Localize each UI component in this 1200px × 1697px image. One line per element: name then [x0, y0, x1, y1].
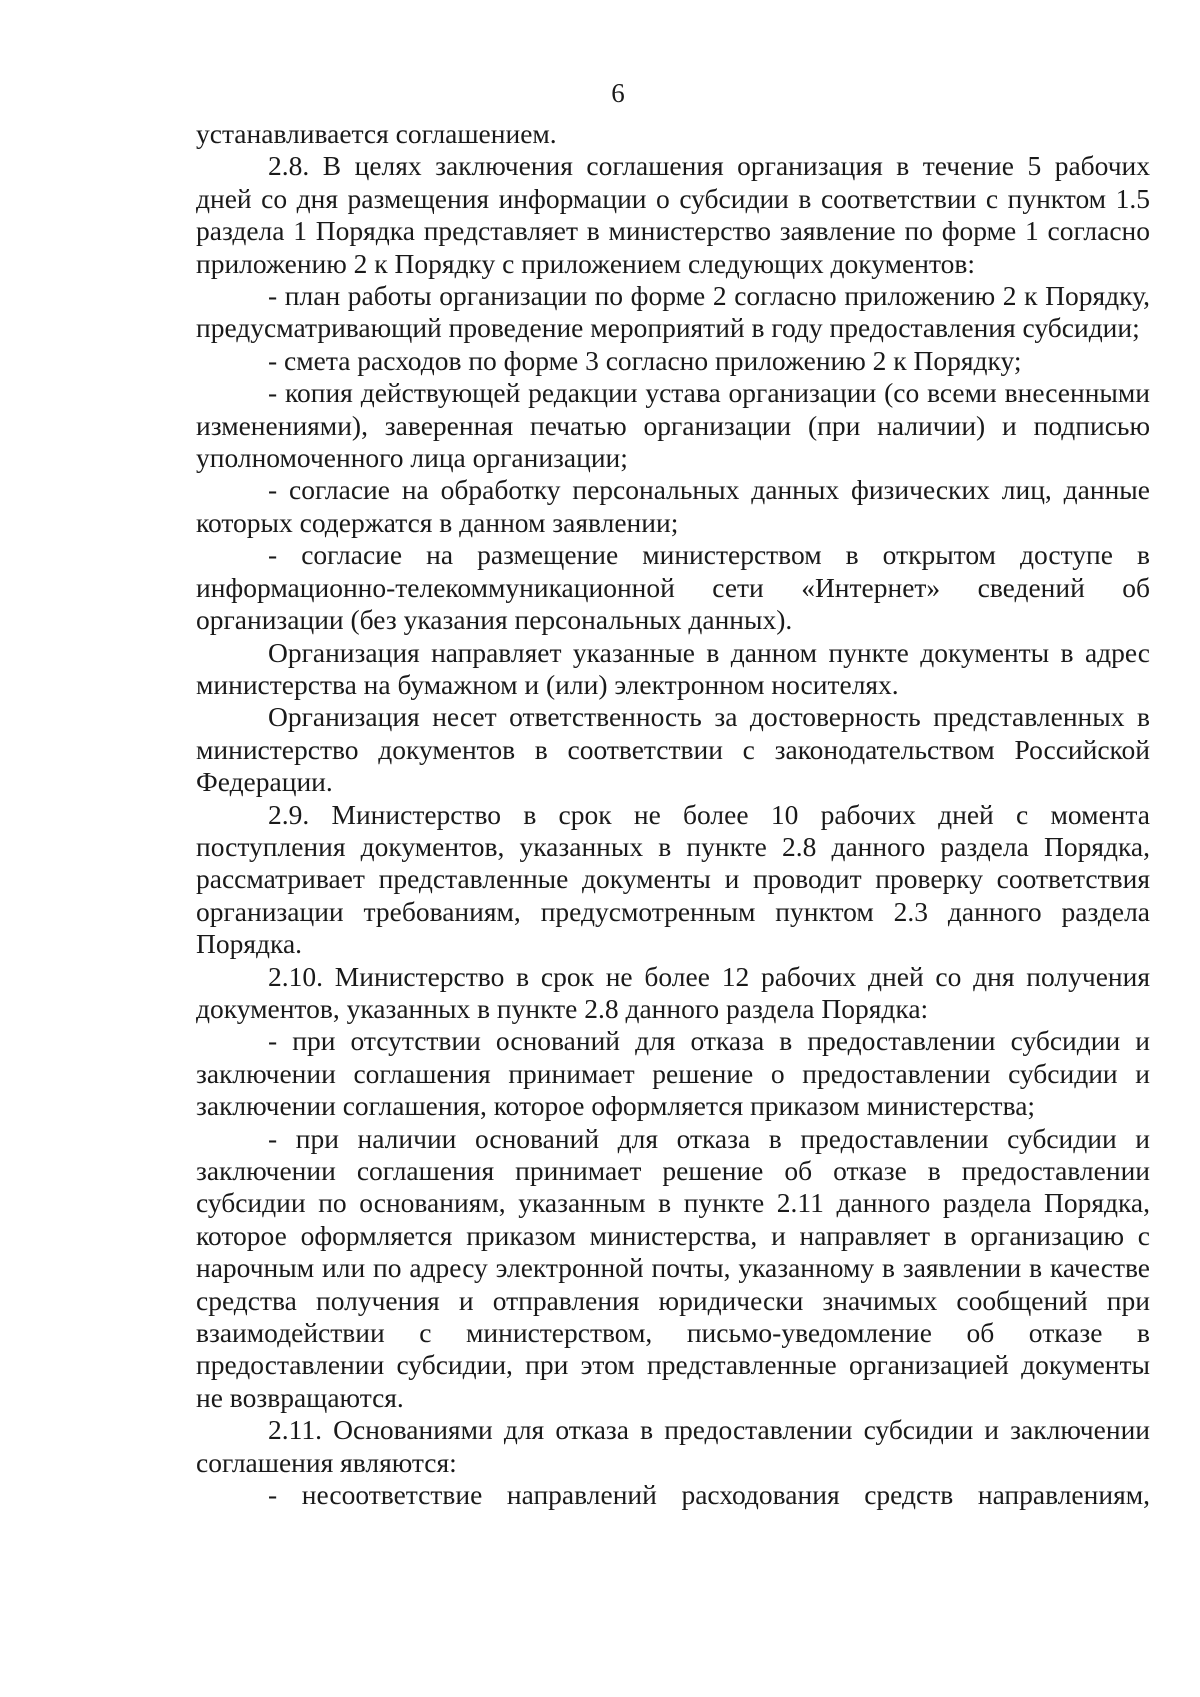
list-item-personal-data-consent: - согласие на обработку персональных данных физических лиц, данные которых содержатся в данном заявлении;	[196, 474, 1150, 538]
list-item-mismatch: - несоответствие направлений расходования средств направлениям,	[268, 1479, 1150, 1511]
paragraph-document-submission: Организация направляет указанные в данном пункте документы в адрес министерства на бумажном и (или) электронном носителях.	[196, 636, 1150, 700]
list-item-charter-copy: - копия действующей редакции устава организации (со всеми внесенными изменениями), заверенная печатью организации (при наличии) и подписью уполномоченного лица организации;	[196, 377, 1150, 474]
paragraph-2-8: 2.8. В целях заключения соглашения организация в течение 5 рабочих дней со дня размещения информации о субсидии в соответствии с пунктом 1.5 раздела 1 Порядка представляет в министерство заявление по форме 1 согласно приложению 2 к Порядку с приложением следующих документов:	[196, 150, 1150, 279]
list-item-cost-estimate: - смета расходов по форме 3 согласно приложению 2 к Порядку;	[268, 344, 1022, 376]
list-item-refusal-decision: - при наличии оснований для отказа в предоставлении субсидии и заключении соглашения принимает решение об отказе в предоставлении субсидии по основаниям, указанным в пункте 2.11 данного раздела Порядка, которое оформляется приказом министерства, и направляет в организацию с нарочным или по адресу электронной почты, указанному в заявлении в качестве средства получения и отправления юридически значимых сообщений при взаимодействии с министерством, письмо-уведомление об отказе в предоставлении субсидии, при этом представленные организацией документы не возвращаются.	[196, 1122, 1150, 1413]
document-body	[196, 118, 1150, 1511]
paragraph-responsibility: Организация несет ответственность за достоверность представленных в министерство документов в соответствии с законодательством Российской Федерации.	[196, 701, 1150, 798]
paragraph-continuation: устанавливается соглашением.	[196, 118, 557, 149]
page-number: 6	[611, 78, 625, 108]
paragraph-2-9: 2.9. Министерство в срок не более 10 рабочих дней с момента поступления документов, указанных в пункте 2.8 данного раздела Порядка, рассматривает представленные документы и проводит проверку соответствия организации требованиям, предусмотренным пунктом 2.3 данного раздела Порядка.	[196, 798, 1150, 960]
list-item-work-plan: - план работы организации по форме 2 согласно приложению 2 к Порядку, предусматривающий проведение мероприятий в году предоставления субсидии;	[196, 280, 1150, 344]
list-item-publication-consent: - согласие на размещение министерством в открытом доступе в информационно-телекоммуникационной сети «Интернет» сведений об организации (без указания персональных данных).	[196, 539, 1150, 636]
paragraph-2-11: 2.11. Основаниями для отказа в предоставлении субсидии и заключении соглашения являются:	[196, 1414, 1150, 1478]
paragraph-2-10: 2.10. Министерство в срок не более 12 рабочих дней со дня получения документов, указанных в пункте 2.8 данного раздела Порядка:	[196, 960, 1150, 1024]
list-item-grant-decision: - при отсутствии оснований для отказа в предоставлении субсидии и заключении соглашения принимает решение о предоставлении субсидии и заключении соглашения, которое оформляется приказом министерства;	[196, 1025, 1150, 1122]
